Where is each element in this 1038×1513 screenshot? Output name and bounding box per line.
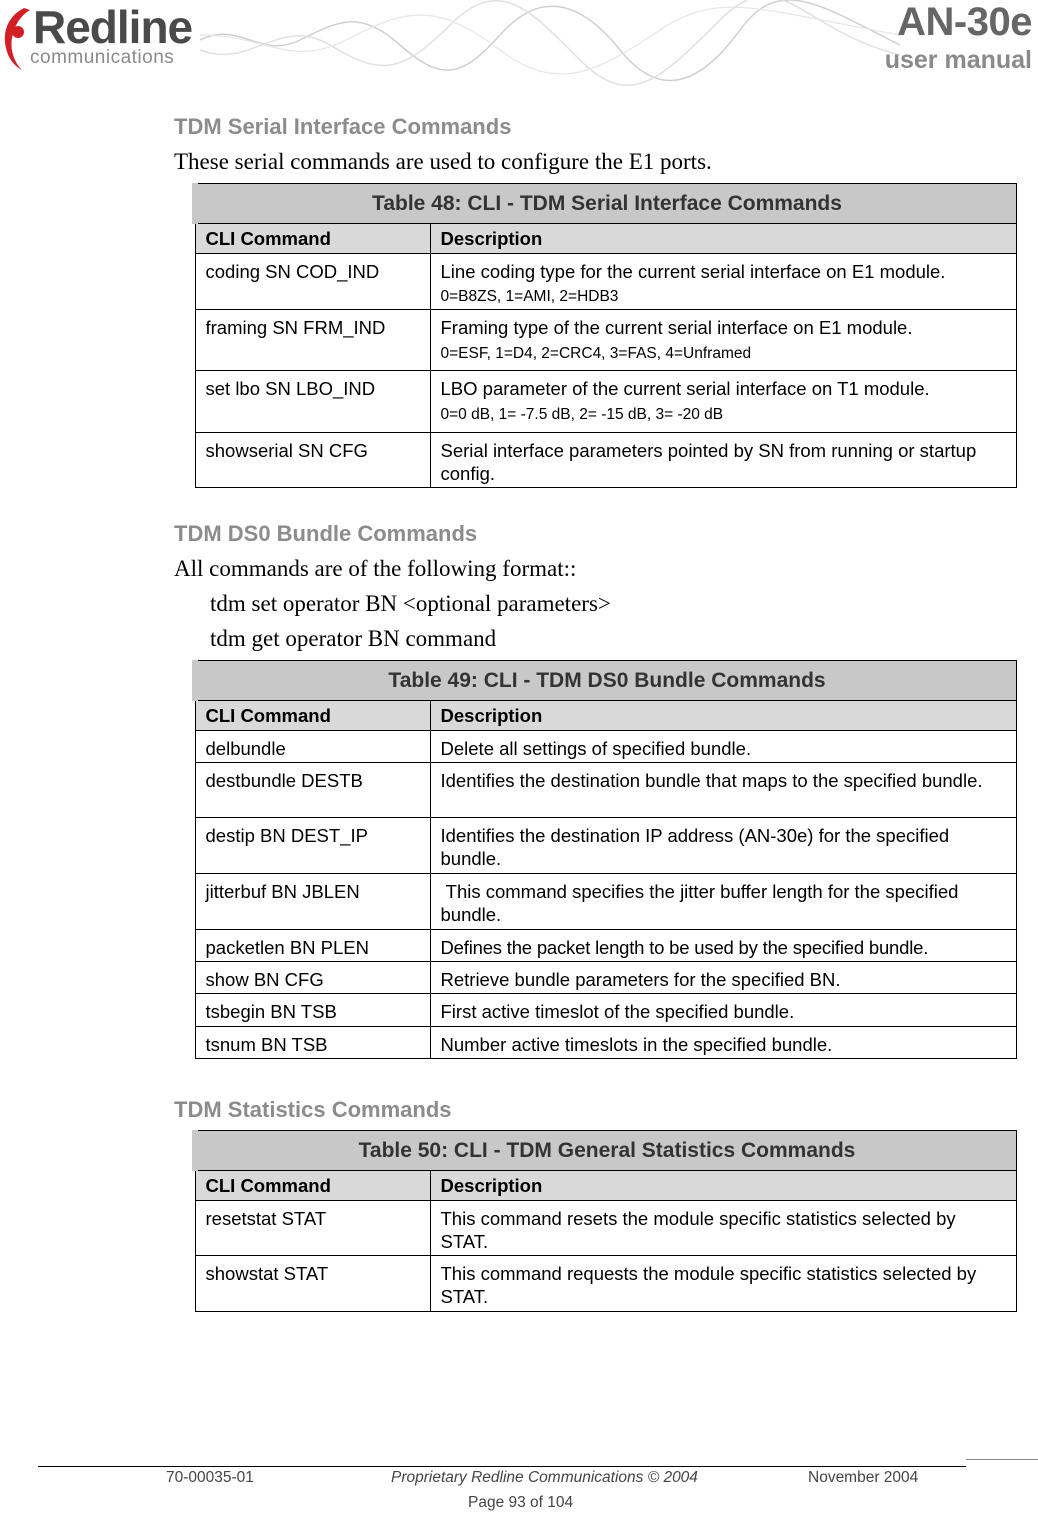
command-cell: coding SN COD_IND [195, 254, 430, 310]
product-name: AN-30e [897, 0, 1032, 44]
table-caption: Table 48: CLI - TDM Serial Interface Commands [195, 184, 1017, 224]
description-cell: Serial interface parameters pointed by SN from running or startup config. [430, 432, 1017, 487]
table-row [195, 432, 1017, 487]
table-statistics-commands [192, 1130, 1017, 1312]
logo-word: Redline [33, 1, 193, 53]
section-heading-serial: TDM Serial Interface Commands [174, 114, 512, 139]
section-intro-serial: These serial commands are used to configure the E1 ports. [174, 149, 712, 174]
section-heading-bundle: TDM DS0 Bundle Commands [174, 521, 478, 546]
description-cell: Retrieve bundle parameters for the specified BN. [430, 962, 1017, 994]
section-intro-bundle: All commands are of the following format:: [174, 556, 577, 581]
table-bundle-commands [192, 660, 1017, 1059]
table-row [195, 1201, 1017, 1256]
footer-date: November 2004 [808, 1469, 919, 1486]
command-cell: destbundle DESTB [195, 763, 430, 818]
table-row [195, 818, 1017, 874]
table-caption: Table 50: CLI - TDM General Statistics Commands [195, 1131, 1017, 1171]
manual-label: user manual [884, 46, 1032, 74]
command-cell: delbundle [195, 731, 430, 763]
command-cell: set lbo SN LBO_IND [195, 371, 430, 433]
command-cell: destip BN DEST_IP [195, 818, 430, 874]
table-row [195, 731, 1017, 763]
column-header-description: Description [430, 1171, 1017, 1201]
column-header-command: CLI Command [195, 224, 430, 254]
column-header-description: Description [430, 224, 1017, 254]
command-cell: resetstat STAT [195, 1201, 430, 1256]
description-cell: Defines the packet length to be used by the specified bundle. [430, 930, 1017, 962]
logo-subtitle: communications [30, 47, 175, 68]
format-line-set: tdm set operator BN <optional parameters> [210, 591, 611, 616]
description-cell: Framing type of the current serial interface on E1 module. 0=ESF, 1=D4, 2=CRC4, 3=FAS, 4=Unframed [430, 309, 1017, 371]
description-cell: This command specifies the jitter buffer length for the specified bundle. [430, 874, 1017, 930]
description-cell: Identifies the destination bundle that maps to the specified bundle. [430, 763, 1017, 818]
table-row [195, 309, 1017, 371]
column-header-description: Description [430, 701, 1017, 731]
waveform-graphic [200, 0, 900, 90]
footer-page-number: Page 93 of 104 [468, 1494, 574, 1511]
footer-divider [38, 1466, 966, 1467]
page-header [0, 0, 1038, 90]
description-cell: LBO parameter of the current serial interface on T1 module. 0=0 dB, 1= -7.5 dB, 2= -15 dB, 3= -20 dB [430, 371, 1017, 433]
table-row [195, 1256, 1017, 1312]
description-cell: Number active timeslots in the specified bundle. [430, 1026, 1017, 1058]
table-row [195, 254, 1017, 310]
footer-divider-right [966, 1459, 1038, 1460]
table-row [195, 874, 1017, 930]
command-cell: framing SN FRM_IND [195, 309, 430, 371]
column-header-command: CLI Command [195, 701, 430, 731]
footer-copyright: Proprietary Redline Communications © 2004 [391, 1469, 698, 1486]
section-heading-statistics: TDM Statistics Commands [174, 1097, 452, 1122]
table-row [195, 962, 1017, 994]
table-row [195, 930, 1017, 962]
command-cell: tsbegin BN TSB [195, 994, 430, 1026]
command-cell: showserial SN CFG [195, 432, 430, 487]
table-caption: Table 49: CLI - TDM DS0 Bundle Commands [195, 661, 1017, 701]
command-cell: jitterbuf BN JBLEN [195, 874, 430, 930]
command-cell: packetlen BN PLEN [195, 930, 430, 962]
description-cell: Delete all settings of specified bundle. [430, 731, 1017, 763]
command-cell: show BN CFG [195, 962, 430, 994]
format-line-get: tdm get operator BN command [210, 626, 497, 651]
table-row [195, 371, 1017, 433]
description-cell: Line coding type for the current serial interface on E1 module. 0=B8ZS, 1=AMI, 2=HDB3 [430, 254, 1017, 310]
description-cell: Identifies the destination IP address (AN-30e) for the specified bundle. [430, 818, 1017, 874]
description-cell: This command requests the module specific statistics selected by STAT. [430, 1256, 1017, 1312]
description-cell: This command resets the module specific statistics selected by STAT. [430, 1201, 1017, 1256]
description-cell: First active timeslot of the specified bundle. [430, 994, 1017, 1026]
logo-swoosh-icon [0, 6, 34, 72]
redline-logo [0, 2, 210, 74]
table-row [195, 994, 1017, 1026]
command-cell: showstat STAT [195, 1256, 430, 1312]
column-header-command: CLI Command [195, 1171, 430, 1201]
footer-doc-number: 70-00035-01 [166, 1469, 254, 1486]
table-serial-commands [192, 183, 1017, 488]
command-cell: tsnum BN TSB [195, 1026, 430, 1058]
table-row [195, 763, 1017, 818]
table-row [195, 1026, 1017, 1058]
